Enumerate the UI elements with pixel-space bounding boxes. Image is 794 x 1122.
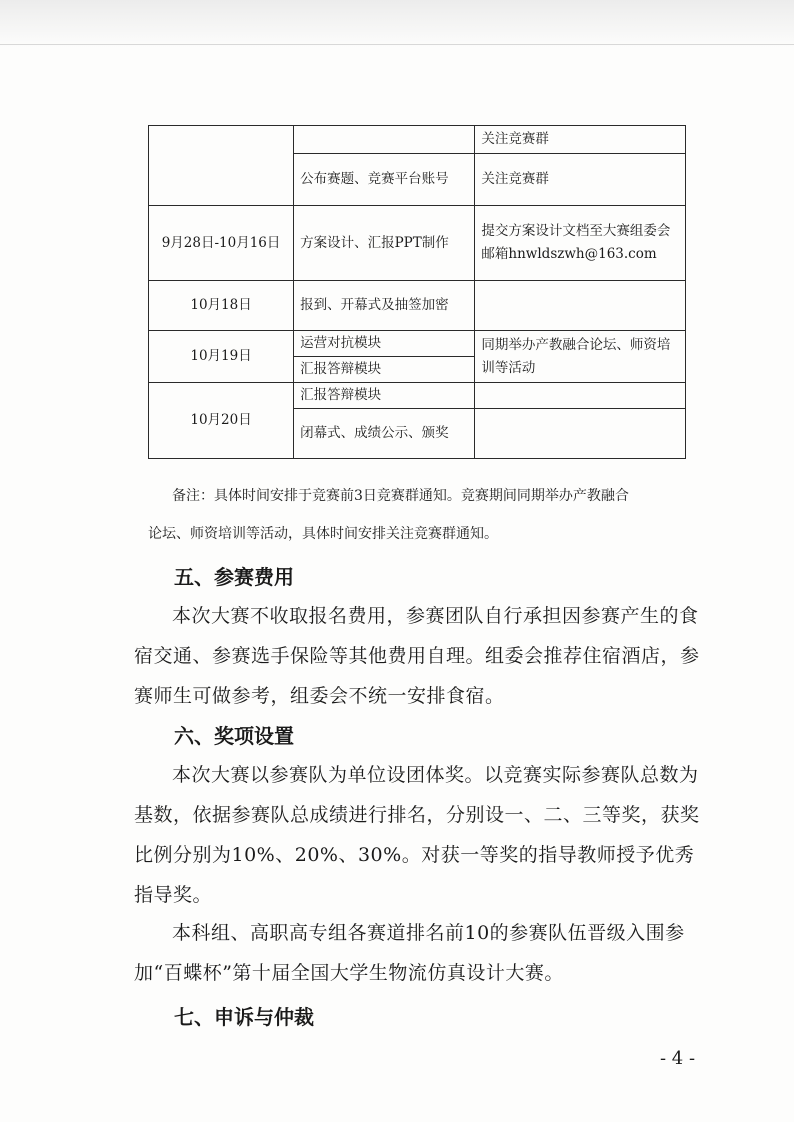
table-cell-date: 9月28日-10月16日: [149, 206, 294, 281]
remark-line-2: 论坛、师资培训等活动，具体时间安排关注竞赛群通知。: [148, 526, 498, 542]
table-cell-note: [475, 281, 686, 331]
paragraph-fees: 本次大赛不收取报名费用，参赛团队自行承担因参赛产生的食宿交通、参赛选手保险等其他费用自理。组委会推荐住宿酒店，参赛师生可做参考，组委会不统一安排食宿。: [134, 605, 700, 707]
table-cell-date: 10月18日: [149, 281, 294, 331]
table-cell-item: [294, 126, 475, 154]
remark-line-1: 备注：具体时间安排于竞赛前3日竞赛群通知。竞赛期间同期举办产教融合: [172, 488, 629, 504]
table-row: [149, 206, 686, 281]
table-cell-item: 运营对抗模块: [294, 331, 475, 357]
table-cell-note: [475, 409, 686, 459]
page-number: - 4 -: [660, 1048, 696, 1069]
table-cell-item: 汇报答辩模块: [294, 383, 475, 409]
table-row: [149, 383, 686, 409]
table-cell-item: 方案设计、汇报PPT制作: [294, 206, 475, 281]
table-row: [149, 281, 686, 331]
schedule-table: [148, 125, 686, 459]
page-top-shadow: [0, 0, 794, 48]
table-cell-note: 提交方案设计文档至大赛组委会邮箱hnwldszwh@163.com: [475, 206, 686, 281]
section-heading-fees: 五、参赛费用: [174, 565, 294, 589]
table-cell-date: [149, 126, 294, 206]
table-cell-item: 汇报答辩模块: [294, 357, 475, 383]
table-cell-note: 关注竞赛群: [475, 126, 686, 154]
table-cell-item: 公布赛题、竞赛平台账号: [294, 154, 475, 206]
table-cell-note: 关注竞赛群: [475, 154, 686, 206]
table-cell-item: 报到、开幕式及抽签加密: [294, 281, 475, 331]
table-cell-note: [475, 383, 686, 409]
table-cell-note: 同期举办产教融合论坛、师资培训等活动: [475, 331, 686, 383]
table-row: [149, 331, 686, 357]
table-cell-date: 10月19日: [149, 331, 294, 383]
section-heading-appeal: 七、申诉与仲裁: [174, 1005, 314, 1029]
table-cell-item: 闭幕式、成绩公示、颁奖: [294, 409, 475, 459]
paragraph-awards-2: 本科组、高职高专组各赛道排名前10的参赛队伍晋级入围参加“百蝶杯”第十届全国大学生物流仿真设计大赛。: [134, 922, 685, 984]
table-cell-date: 10月20日: [149, 383, 294, 459]
paragraph-awards-1: 本次大赛以参赛队为单位设团体奖。以竞赛实际参赛队总数为基数，依据参赛队总成绩进行排名，分别设一、二、三等奖，获奖比例分别为10%、20%、30%。对获一等奖的指导教师授予优秀指导奖。: [134, 764, 700, 906]
section-heading-awards: 六、奖项设置: [174, 724, 294, 748]
page-top-edge: [0, 44, 794, 45]
table-row: [149, 126, 686, 154]
